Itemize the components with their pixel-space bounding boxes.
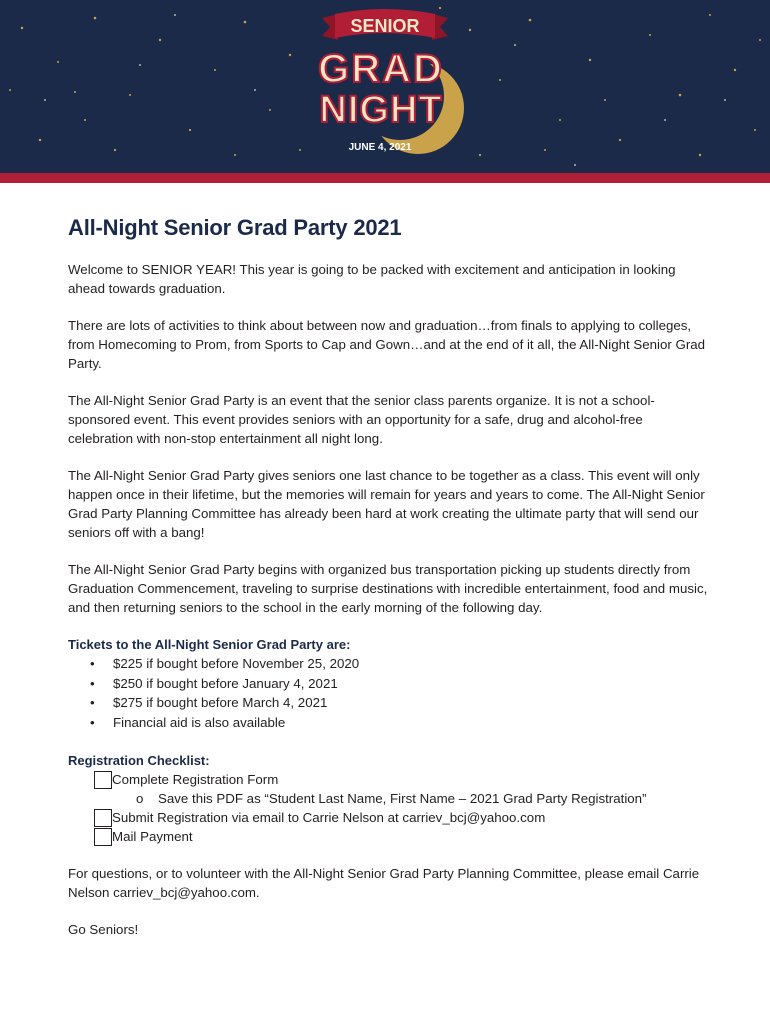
svg-text:GRAD: GRAD [318, 47, 444, 91]
checklist-label: Complete Registration Form [112, 772, 279, 787]
checklist-label: Mail Payment [112, 829, 193, 844]
checklist-item-submit-email [94, 808, 708, 827]
svg-text:SENIOR: SENIOR [350, 16, 420, 36]
document-body [68, 215, 708, 957]
checkbox-registration-form[interactable] [94, 771, 112, 789]
paragraph-last-chance: The All-Night Senior Grad Party gives seniors one last chance to be together as a class. This event will only happen once in their lifetime, but the memories will remain for years and years to come. The All-Night Senior Grad Party Planning Committee has already been hard at work creating the ultimate party that will send our seniors off with a bang! [68, 468, 705, 540]
bullet-icon: • [90, 714, 95, 730]
header-red-stripe [0, 173, 770, 183]
checklist-item-mail-payment [94, 827, 708, 846]
checklist-subitem-save-pdf [136, 789, 708, 808]
bullet-icon: • [90, 675, 95, 691]
checkbox-submit-registration[interactable] [94, 809, 112, 827]
list-item: • $250 if bought before January 4, 2021 [90, 674, 708, 694]
ticket-price-list [90, 654, 708, 732]
paragraph-contact: For questions, or to volunteer with the All-Night Senior Grad Party Planning Committee, please email Carrie Nelson carriev_bcj@yahoo.com. [68, 866, 700, 900]
paragraph-event-description: The All-Night Senior Grad Party is an event that the senior class parents organize. It is not a school-sponsored event. This event provides seniors with an opportunity for a safe, drug and alcohol-free celebration with non-stop entertainment all night long. [68, 393, 655, 446]
bullet-icon: • [90, 656, 95, 671]
header-banner [0, 0, 770, 183]
checkbox-mail-payment[interactable] [94, 828, 112, 846]
svg-text:NIGHT: NIGHT [319, 89, 443, 131]
registration-checklist [68, 751, 708, 846]
list-item: • $275 if bought before March 4, 2021 [90, 693, 708, 713]
svg-text:JUNE 4, 2021: JUNE 4, 2021 [348, 142, 412, 153]
senior-grad-night-logo [0, 0, 770, 175]
sub-bullet-icon: o [136, 791, 144, 806]
checklist-heading: Registration Checklist: [68, 753, 210, 768]
checklist-sublabel: Save this PDF as “Student Last Name, First Name – 2021 Grad Party Registration” [158, 791, 647, 806]
bullet-icon: • [90, 695, 95, 710]
list-item: • Financial aid is also available [90, 713, 708, 733]
checklist-label: Submit Registration via email to Carrie Nelson at carriev_bcj@yahoo.com [112, 810, 546, 825]
page-title: All-Night Senior Grad Party 2021 [68, 215, 402, 240]
paragraph-bus-transport: The All-Night Senior Grad Party begins with organized bus transportation picking up students directly from Graduation Commencement, traveling to surprise destinations with incredible entertainment, food and music, and then returning seniors to the school in the early morning of the following day. [68, 562, 708, 615]
list-item: • $225 if bought before November 25, 2020 [90, 654, 708, 674]
checklist-item-registration-form [94, 770, 708, 789]
paragraph-activities: There are lots of activities to think about between now and graduation…from finals to applying to colleges, from Homecoming to Prom, from Sports to Cap and Gown…and at the end of it all, the All-Night Senior Grad Party. [68, 318, 706, 371]
signoff: Go Seniors! [68, 922, 139, 937]
tickets-heading: Tickets to the All-Night Senior Grad Party are: [68, 637, 351, 652]
paragraph-welcome: Welcome to SENIOR YEAR! This year is going to be packed with excitement and anticipation in looking ahead towards graduation. [68, 262, 676, 296]
